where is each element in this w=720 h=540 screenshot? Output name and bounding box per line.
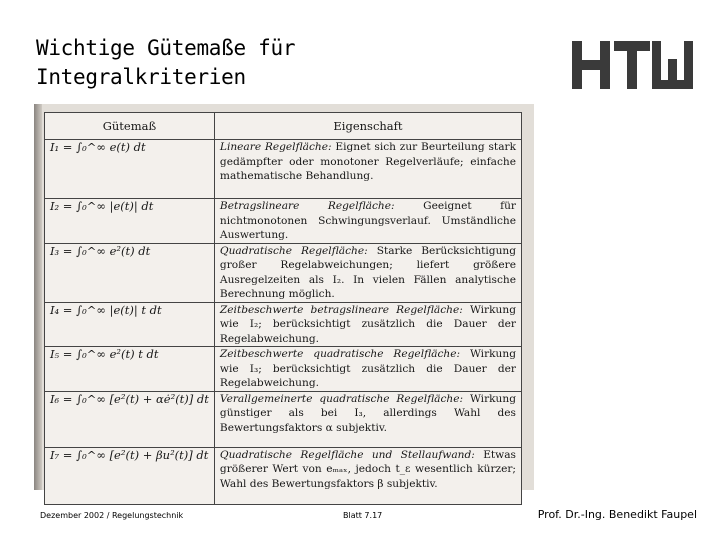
htw-logo (572, 41, 693, 89)
criteria-table (44, 112, 522, 505)
criterion-text: Wirkung günstiger als bei I₃, allerdings Wahl des Bewertungsfaktors α subjektiv. (219, 392, 516, 434)
slide-title (36, 34, 456, 92)
criterion-text: Starke Berücksichtigung großer Regelabweichungen; liefert größere Ausregelzeiten als I₂. In vielen Fällen analytische Berechnung möglich. (219, 244, 516, 300)
formula-cell: I₆ = ∫₀^∞ [e²(t) + αė²(t)] dt (45, 391, 215, 447)
description-cell (214, 302, 521, 347)
criterion-term: Zeitbeschwerte betragslineare Regelfläche: (219, 303, 463, 316)
criterion-text: Etwas größerer Wert von eₘₐₓ, jedoch t_ε wesentlich kürzer; Wahl des Bewertungsfaktors β subjektiv. (219, 448, 516, 490)
table-row (45, 140, 522, 199)
criterion-text: Wirkung wie I₂; berücksichtigt zusätzlich die Dauer der Regelabweichung. (219, 303, 516, 345)
criterion-text: Geeignet für nichtmonotonen Schwingungsverlauf. Umständliche Auswertung. (219, 200, 516, 241)
formula-cell: I₃ = ∫₀^∞ e²(t) dt (45, 243, 215, 302)
footer-date-course: Dezember 2002 / Regelungstechnik (40, 511, 184, 520)
description-cell (214, 140, 521, 199)
table-row (45, 391, 522, 447)
formula-cell: I₅ = ∫₀^∞ e²(t) t dt (45, 347, 215, 392)
criterion-text: Eignet sich zur Beurteilung stark gedämpfter oder monotoner Regelverläufe; einfache mathematische Behandlung. (219, 141, 516, 182)
table-row (45, 447, 522, 504)
title-line-2: Integralkriterien (36, 65, 246, 89)
formula-cell: I₇ = ∫₀^∞ [e²(t) + βu²(t)] dt (45, 447, 215, 504)
table-header-row (45, 113, 522, 140)
header-guetemass: Gütemaß (45, 113, 215, 140)
criterion-term: Lineare Regelfläche: (219, 141, 332, 153)
title-line-1: Wichtige Gütemaße für (36, 36, 296, 60)
table-row (45, 347, 522, 392)
formula-cell: I₁ = ∫₀^∞ e(t) dt (45, 140, 215, 199)
table-row (45, 302, 522, 347)
footer-author: Prof. Dr.-Ing. Benedikt Faupel (537, 508, 697, 521)
criterion-term: Verallgemeinerte quadratische Regelfläche: (219, 392, 464, 405)
criterion-term: Zeitbeschwerte quadratische Regelfläche: (219, 348, 461, 360)
table-row (45, 243, 522, 302)
table-row (45, 199, 522, 244)
description-cell (214, 447, 521, 504)
description-cell (214, 391, 521, 447)
criterion-term: Quadratische Regelfläche und Stellaufwand: (219, 448, 475, 461)
criterion-text: Wirkung wie I₃; berücksichtigt zusätzlich die Dauer der Regelabweichung. (219, 348, 516, 389)
formula-cell: I₂ = ∫₀^∞ |e(t)| dt (45, 199, 215, 244)
description-cell (214, 243, 521, 302)
formula-cell: I₄ = ∫₀^∞ |e(t)| t dt (45, 302, 215, 347)
description-cell (214, 347, 521, 392)
footer-page-number: Blatt 7.17 (343, 511, 383, 520)
criterion-term: Betragslineare Regelfläche: (219, 200, 395, 212)
criterion-term: Quadratische Regelfläche: (219, 244, 368, 257)
scan-shadow-edge (34, 104, 42, 490)
header-eigenschaft: Eigenschaft (214, 113, 521, 140)
description-cell (214, 199, 521, 244)
